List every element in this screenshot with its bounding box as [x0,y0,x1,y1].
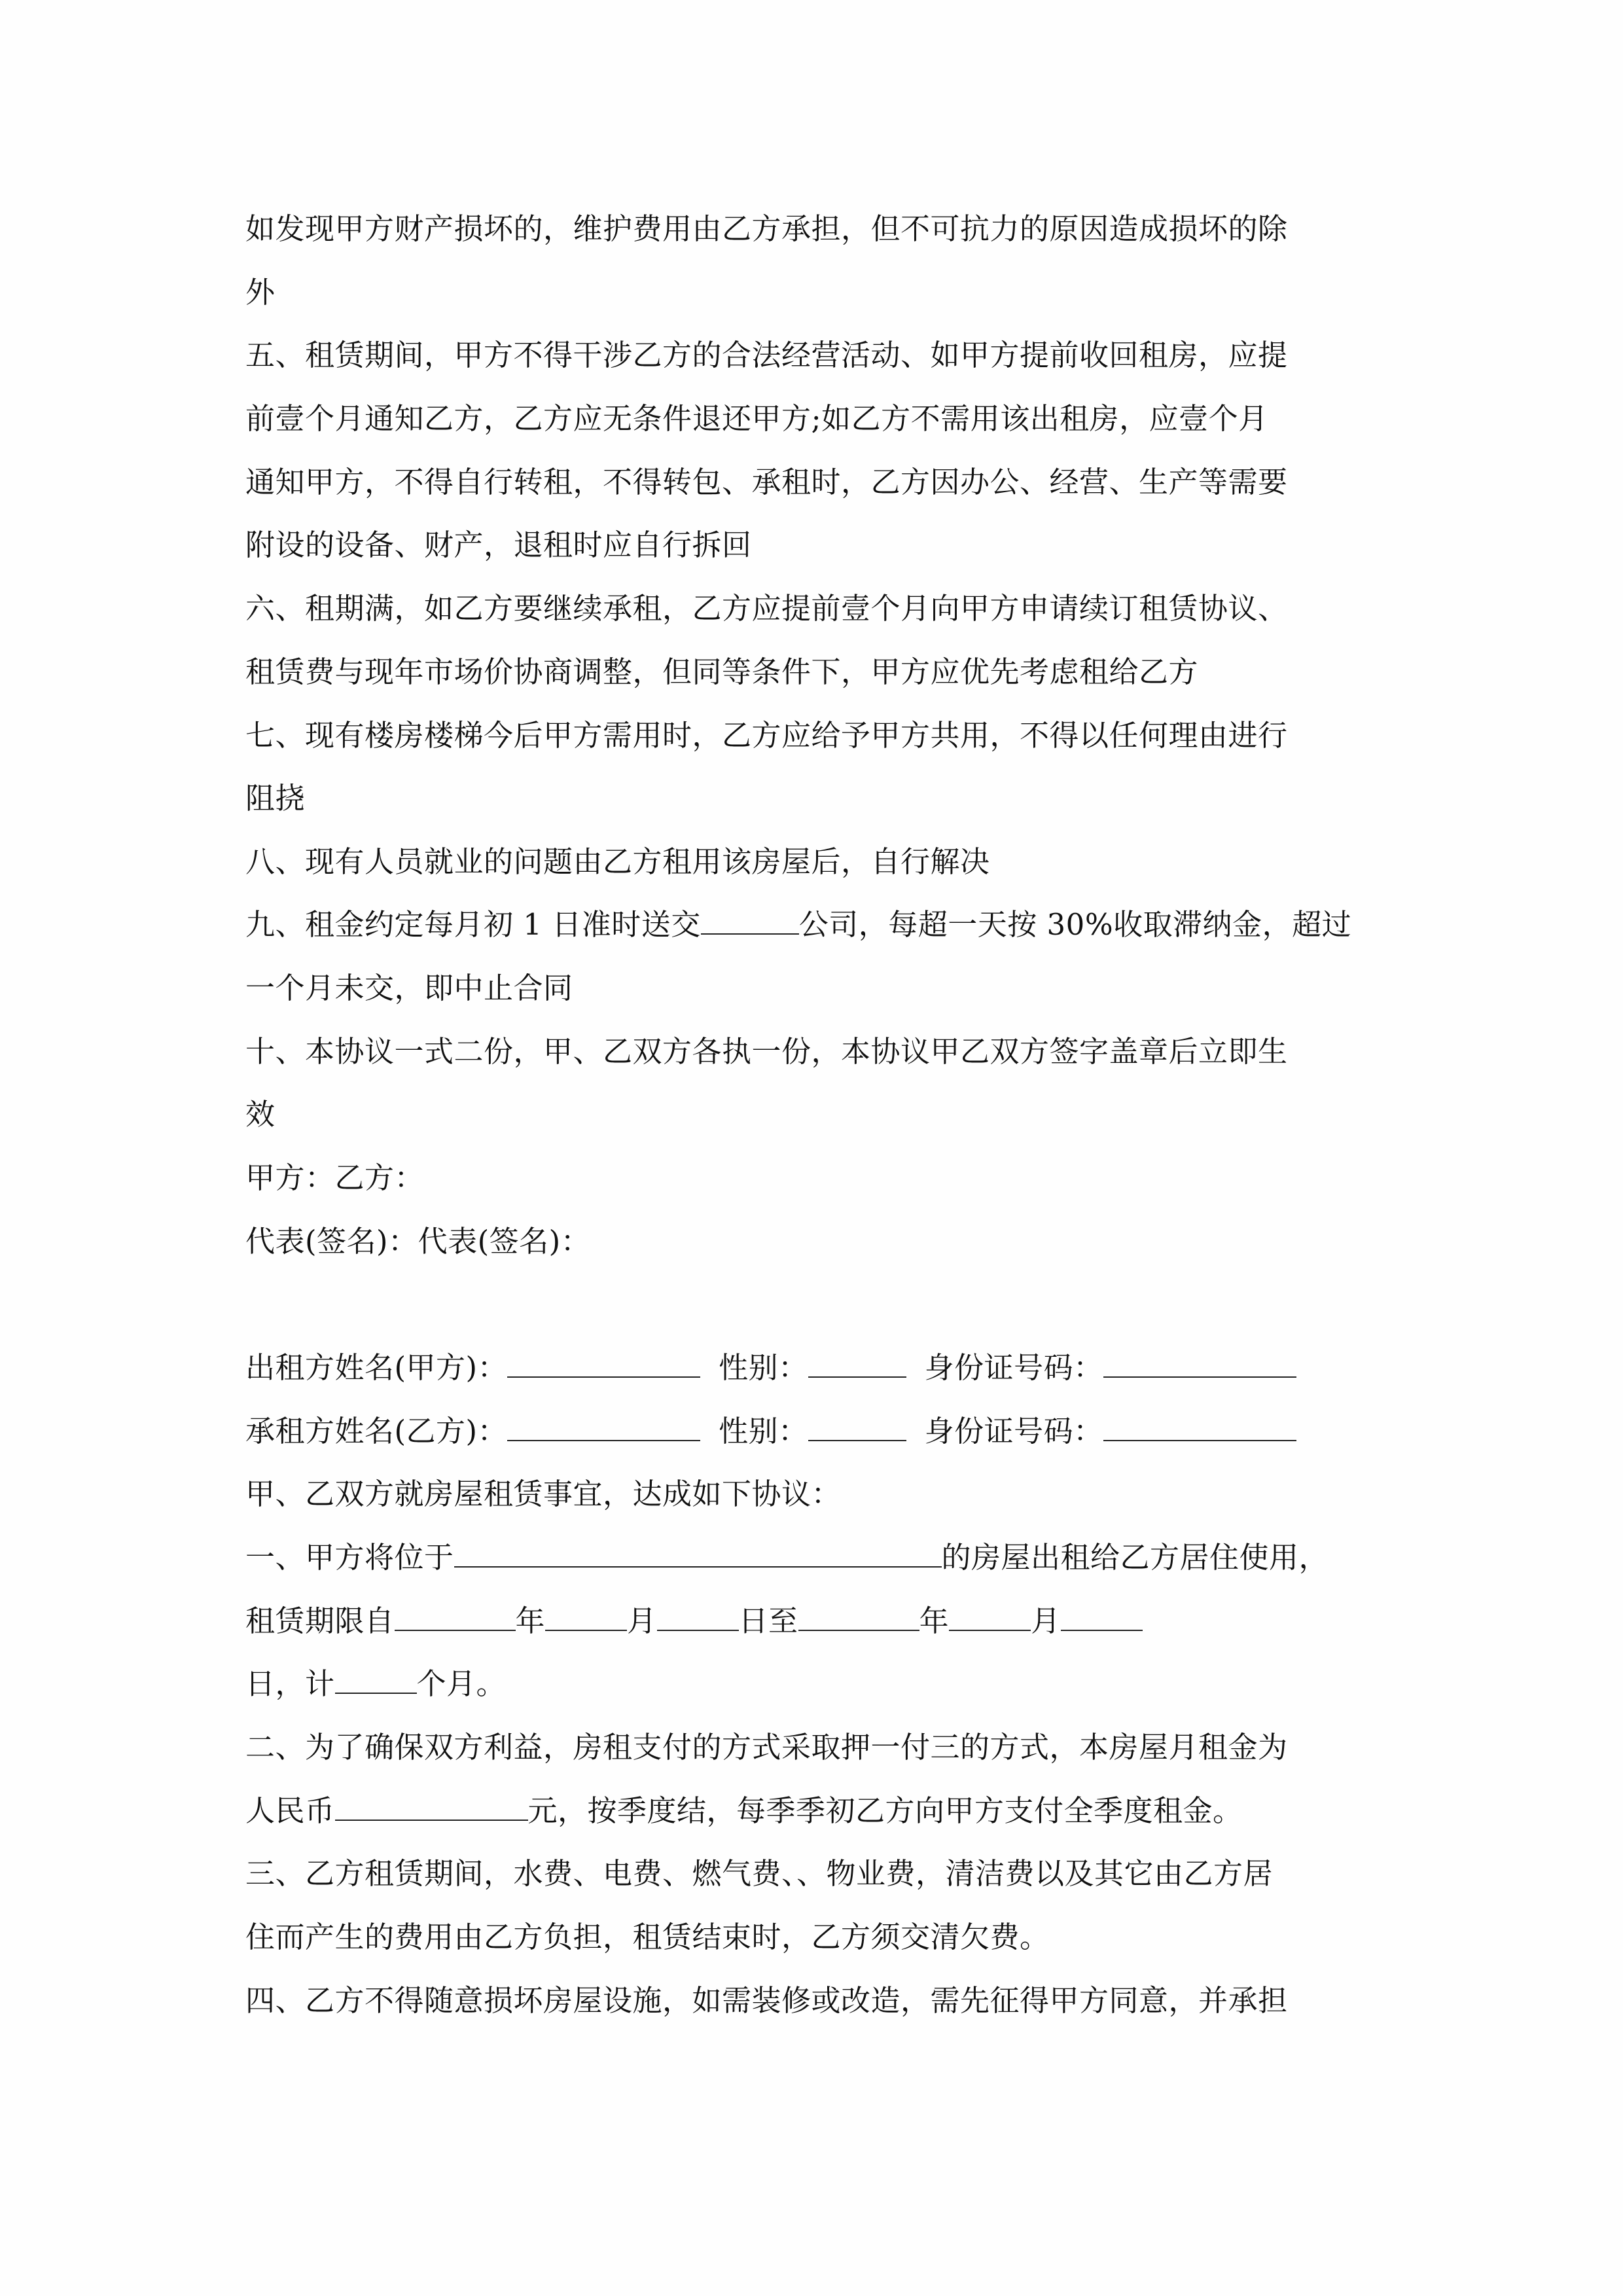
clause-2-text: 元，按季度结，每季季初乙方向甲方支付全季度租金。 [527,1793,1243,1828]
text-line: 外 [245,275,276,310]
year-label: 年 [919,1604,950,1638]
clause-9-text: 九、租金约定每月初 1 日准时送交 [245,907,701,942]
clause-2-rent-line [245,1791,1397,1831]
period-label: 租赁期限自 [245,1604,395,1638]
clause-5-line: 通知甲方，不得自行转租，不得转包、承租时，乙方因办公、经营、生产等需要 [245,465,1288,499]
text-line: 如发现甲方财产损坏的，维护费用由乙方承担，但不可抗力的原因造成损坏的除 [245,211,1288,246]
end-year-field[interactable] [798,1604,919,1631]
lessor-id-field[interactable] [1103,1350,1296,1378]
clause-7-line: 阻挠 [245,781,306,816]
clause-10-line: 十、本协议一式二份，甲、乙双方各执一份，本协议甲乙双方签字盖章后立即生 [245,1034,1288,1069]
lessor-id-label: 身份证号码： [924,1350,1103,1385]
clause-6-line: 六、租期满，如乙方要继续承租，乙方应提前壹个月向甲方申请续订租赁协议、 [245,591,1288,626]
currency-label: 人民币 [245,1793,335,1828]
day-count-label: 日，计 [245,1666,335,1701]
end-day-field[interactable] [1061,1604,1143,1631]
lessor-name-label: 出租方姓名(甲方)： [245,1350,508,1385]
lessor-gender-label: 性别： [719,1350,808,1385]
lessee-gender-field[interactable] [808,1414,906,1441]
year-label: 年 [515,1604,546,1638]
clause-3-line: 三、乙方租赁期间，水费、电费、燃气费、、物业费，清洁费以及其它由乙方居 [245,1856,1274,1891]
lessee-id-label: 身份证号码： [924,1414,1103,1448]
property-address-field[interactable] [454,1540,942,1568]
lessee-gender-label: 性别： [719,1414,808,1448]
month-label: 月 [627,1604,657,1638]
clause-9-line: 一个月未交，即中止合同 [245,971,573,1005]
company-blank[interactable] [701,907,799,935]
start-day-field[interactable] [657,1604,739,1631]
clause-1-period-line [245,1602,1397,1641]
clause-7-line: 七、现有楼房楼梯今后甲方需用时，乙方应给予甲方共用，不得以任何理由进行 [245,718,1288,753]
signature-representatives: 代表(签名)：代表(签名)： [245,1224,591,1259]
lessor-gender-field[interactable] [808,1350,906,1378]
total-months-field[interactable] [335,1666,417,1694]
clause-6-line: 租赁费与现年市场价协商调整，但同等条件下，甲方应优先考虑租给乙方 [245,655,1199,689]
clause-2-line: 二、为了确保双方利益，房租支付的方式采取押一付三的方式，本房屋月租金为 [245,1730,1288,1765]
lessee-form-row [245,1412,1397,1451]
months-label: 个月。 [416,1666,507,1701]
clause-1-line [245,1538,1397,1577]
clause-1-total-line [245,1664,1397,1704]
end-month-field[interactable] [949,1604,1031,1631]
clause-4-line: 四、乙方不得随意损坏房屋设施，如需装修或改造，需先征得甲方同意，并承担 [245,1983,1288,2018]
clause-1-text: 的房屋出租给乙方居住使用， [941,1540,1329,1575]
lessor-form-row [245,1348,1397,1388]
clause-1-text: 一、甲方将位于 [245,1540,454,1575]
lessee-id-field[interactable] [1103,1414,1296,1441]
start-year-field[interactable] [395,1604,516,1631]
clause-5-line: 五、租赁期间，甲方不得干涉乙方的合法经营活动、如甲方提前收回租房，应提 [245,338,1288,372]
lessee-name-label: 承租方姓名(乙方)： [245,1414,508,1448]
monthly-rent-field[interactable] [335,1793,528,1821]
day-to-label: 日至 [738,1604,798,1638]
clause-9-text: 公司，每超一天按 30%收取滞纳金，超过 [798,907,1352,942]
lessor-name-field[interactable] [507,1350,700,1378]
clause-5-line: 附设的设备、财产，退租时应自行拆回 [245,528,752,562]
clause-3-line: 住而产生的费用由乙方负担，租赁结束时，乙方须交清欠费。 [245,1920,1050,1954]
lessee-name-field[interactable] [507,1414,700,1441]
clause-5-line: 前壹个月通知乙方，乙方应无条件退还甲方;如乙方不需用该出租房，应壹个月 [245,401,1268,436]
clause-8-line: 八、现有人员就业的问题由乙方租用该房屋后，自行解决 [245,844,990,879]
signature-parties: 甲方：乙方： [245,1160,425,1195]
agreement-intro: 甲、乙双方就房屋租赁事宜，达成如下协议： [245,1477,842,1511]
clause-10-line: 效 [245,1097,276,1132]
start-month-field[interactable] [545,1604,627,1631]
month-label: 月 [1031,1604,1061,1638]
clause-9-line [245,905,1397,944]
